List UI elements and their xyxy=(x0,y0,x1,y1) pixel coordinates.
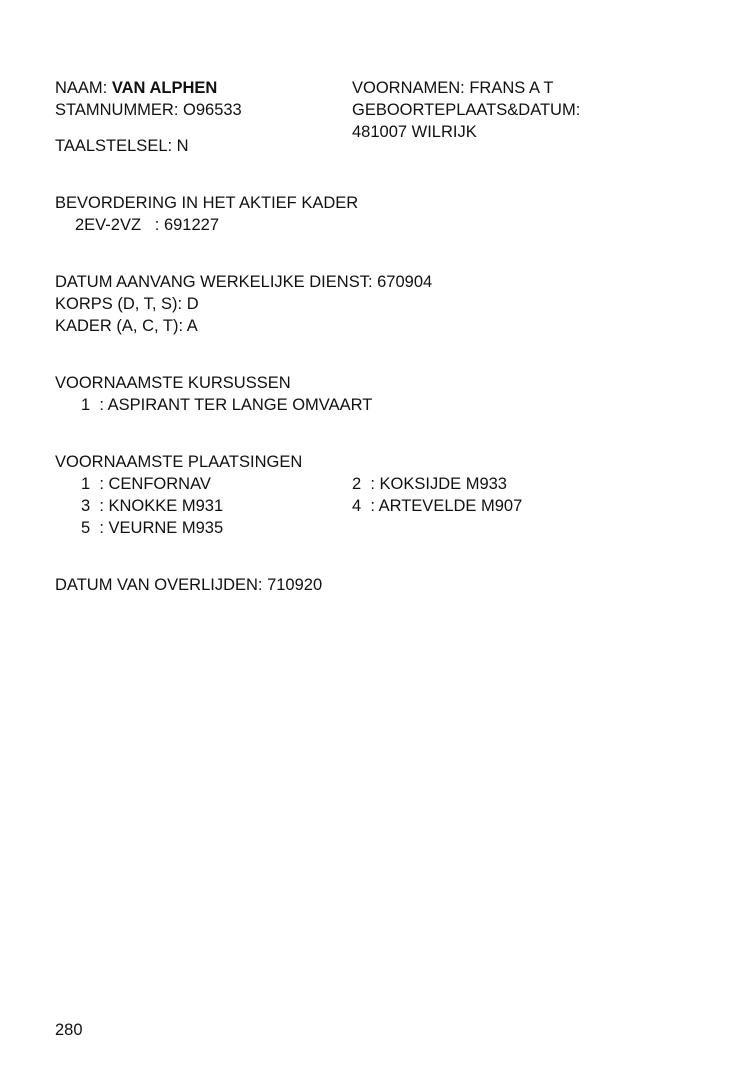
page-number: 280 xyxy=(55,1021,83,1039)
kursussen-heading: VOORNAAMSTE KURSUSSEN xyxy=(55,374,291,392)
personnel-record xyxy=(55,77,695,596)
naam-label: NAAM: xyxy=(55,79,108,97)
voornamen-line: VOORNAMEN: FRANS A T xyxy=(352,79,554,97)
naam-line xyxy=(55,77,352,99)
taalstelsel-line: TAALSTELSEL: N xyxy=(55,137,189,155)
plaatsingen-right-column xyxy=(352,473,672,539)
bevordering-section xyxy=(55,192,695,236)
kursus-item: 1 : ASPIRANT TER LANGE OMVAART xyxy=(81,396,373,414)
identity-right-column xyxy=(352,77,672,143)
datum-aanvang-line: DATUM AANVANG WERKELIJKE DIENST: 670904 xyxy=(55,273,433,291)
plaatsing-item: 3 : KNOKKE M931 xyxy=(81,497,224,515)
naam-value: VAN ALPHEN xyxy=(111,79,218,97)
identity-block xyxy=(55,77,695,143)
dienst-section xyxy=(55,271,695,337)
bevordering-heading: BEVORDERING IN HET AKTIEF KADER xyxy=(55,194,359,212)
plaatsing-item: 2 : KOKSIJDE M933 xyxy=(352,475,507,493)
plaatsingen-heading: VOORNAAMSTE PLAATSINGEN xyxy=(55,453,303,471)
stamnummer-line: STAMNUMMER: O96533 xyxy=(55,101,242,119)
korps-line: KORPS (D, T, S): D xyxy=(55,295,199,313)
plaatsingen-section xyxy=(55,451,695,539)
plaatsing-item: 4 : ARTEVELDE M907 xyxy=(352,497,523,515)
geboorte-label: GEBOORTEPLAATS&DATUM: xyxy=(352,101,581,119)
overlijden-line: DATUM VAN OVERLIJDEN: 710920 xyxy=(55,576,323,594)
bevordering-entry: 2EV-2VZ : 691227 xyxy=(75,216,220,234)
plaatsing-item: 1 : CENFORNAV xyxy=(81,475,211,493)
plaatsingen-left-column xyxy=(55,473,352,539)
geboorte-value: 481007 WILRIJK xyxy=(352,123,477,141)
kader-line: KADER (A, C, T): A xyxy=(55,317,198,335)
plaatsing-item: 5 : VEURNE M935 xyxy=(81,519,224,537)
plaatsingen-list xyxy=(55,473,695,539)
kursussen-section xyxy=(55,372,695,416)
identity-left-column xyxy=(55,77,352,143)
